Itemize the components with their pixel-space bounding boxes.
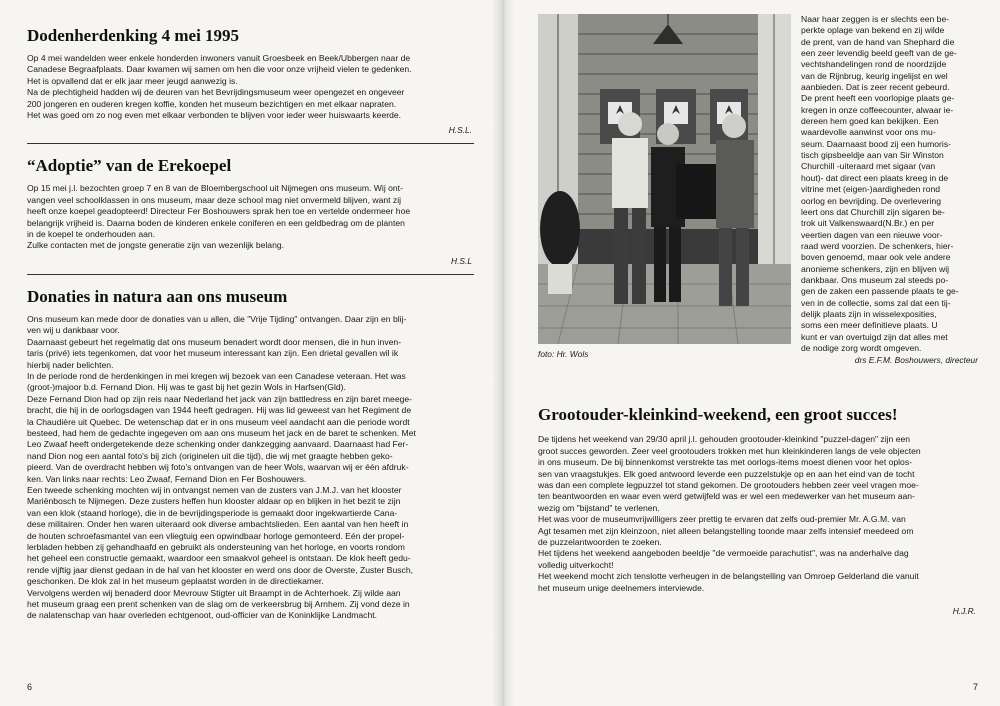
signature-hsl-2: H.S.L: [451, 255, 472, 266]
donation-photo-illustration: [538, 14, 791, 344]
page-number-right: 7: [972, 682, 978, 692]
section-divider: [27, 274, 474, 275]
section-body-dodenherdenking: Op 4 mei wandelden weer enkele honderden inwoners vanuit Groesbeek en Beek/Ubbergen naar de Canadese Begraafplaats. Daar kwamen wij samen om hen die voor onze vrijheid vielen te gedenken. Het is opvallend dat er elk jaar meer jeugd aanwezig is. Na de plechtigheid hadden wij de deuren van het Bevrijdingsmuseum weer opengezet en ongeveer 200 jongeren en ouderen kregen koffie, konden het museum bezichtigen en met elkaar napraten. Het was goed om zo nog even met elkaar verbonden te blijven voor ieder weer huiswaarts keerde.: [27, 53, 412, 121]
section-title-adoptie: “Adoptie” van de Erekoepel: [27, 156, 232, 176]
section-title-donaties: Donaties in natura aan ons museum: [27, 286, 288, 306]
section-divider: [27, 143, 474, 144]
photo-caption: foto: Hr. Wols: [538, 349, 589, 359]
section-body-grootouder: De tijdens het weekend van 29/30 april j.l. gehouden grootouder-kleinkind "puzzel-dagen" zijn een groot succes geworden. Zeer veel grootouders trokken met hun kleinkinderen langs de vele objecten in ons museum. De bij binnenkomst verstrekte tas met oorlogs-items moest dienen voor het oplos- sen van vraagstukjes. Elk goed antwoord leverde een puzzelstukje op en aan het eind van de tocht was dan een complete legpuzzel tot stand gekomen. De grootouders hebben zeer veel vragen moe- ten beantwoorden en waar even werd getwijfeld was er wel een medewerker van het museum aan- wezig om "bijstand" te verlenen. Het was voor de museumvrijwilligers zeer prettig te ervaren dat zelfs oud-premier Mr. A.G.M. van Agt tesamen met zijn kleinzoon, niet alleen belangstelling toonde maar zelfs intensief meedeed om de puzzelantwoorden te zoeken. Het tijdens het weekend aangeboden beeldje "de vermoeide parachutist", was na anderhalve dag volledig uitverkocht! Het weekend mocht zich tenslotte verheugen in de belangstelling van Omroep Gelderland die vanuit het museum unige deelnemers interviewde.: [538, 434, 921, 593]
page-number-left: 6: [27, 682, 33, 692]
signature-hsl-1: H.S.L.: [448, 125, 472, 136]
book-gutter: [492, 0, 514, 706]
section-title-dodenherdenking: Dodenherdenking 4 mei 1995: [27, 26, 240, 45]
right-page: [500, 0, 1000, 706]
signature-hjr: H.J.R.: [952, 606, 976, 616]
section-title-grootouder: Grootouder-kleinkind-weekend, een groot succes!: [538, 405, 898, 425]
section-body-adoptie: Op 15 mei j.l. bezochten groep 7 en 8 van de Bloembergschool uit Nijmegen ons museum. Wij ont- vangen veel schoolklassen in ons museum, maar deze school mag niet onvermeld blijven, want zij heeft onze koepel geadopteerd! Directeur Fer Boshouwers sprak hen toe en vertelde ondermeer hoe belangrijk vrijheid is. Daarna boden de kinderen enkele coniferen en een geldbedrag om de planten in de koepel te onderhouden aan. Zulke contacten met de jongste generatie zijn van wezenlijk belang.: [27, 183, 411, 251]
donation-continued-column: Naar haar zeggen is er slechts een be- perkte oplage van bekend en zij wilde de prent, van de hand van Shephard die een zeer levendig beeld geeft van de ge- vechtshandelingen rond de noordzijde van de Rijnbrug, keurig ingelijst en wel aanbieden. Dat is zeer recent gebeurd. De prent heeft een voorlopige plaats ge- kregen in onze coffeecounter, alwaar ie- dereen hem goed kan bekijken. Een waardevolle aanwinst voor ons mu- seum. Daarnaast bood zij een humoris- tisch gipsbeeldje aan van Sir Winston Churchill -uiteraard met sigaar (van hout)- dat direct een plaats kreeg in de vitrine met (eigen-)aardigheden rond oorlog en bevrijding. De overlevering leert ons dat Churchill zijn sigaren be- trok uit Valkenswaard(N.Br.) en per veertien dagen van een nieuwe voor- raad werd voorzien. De schenkers, hier- boven genoemd, maar ook vele andere anonieme schenkers, zijn en blijven wij dankbaar. Ons museum zal steeds po- gen de zaken een passende plaats te ge- ven in de collectie, soms zal dat een tij- delijk plaats zijn in wisselexposities, soms een meer definitieve plaats. U kunt er van overtuigd zijn dat alles met de nodige zorg wordt omgeven.: [801, 14, 959, 353]
section-body-donaties: Ons museum kan mede door de donaties van u allen, die "Vrije Tijding" ontvangen. Daar zijn en blij- ven wij u dankbaar voor. Daarnaast gebeurt het regelmatig dat ons museum benadert wordt door mensen, die in hun inven- taris (privé) iets tegenkomen, dat voor het museum interessant kan zijn. Een drietal gevallen wil ik hierbij nader belichten. In de periode rond de herdenkingen in mei kregen wij bezoek van een Canadese veteraan. Het was (groot-)majoor b.d. Fernand Dion. Hij was te gast bij het gezin Wols in Harfsen(Gld). Deze Fernand Dion had op zijn reis naar Nederland het jack van zijn battledress en zijn baret meege- bracht, die hij in de oorlogsdagen van 1944 heeft gedragen. Hij was lid geweest van het Regiment de la Chaudière uit Quebec. De wetenschap dat er in ons museum veel aandacht aan die periode wordt besteed, had hem de gedachte ingegeven om aan ons museum het jack en de baret te schenken. Met Leo Zwaaf heeft ondergetekende deze schenking onder dankzegging aanvaard. Daarnaast had Fer- nand Dion nog een aantal foto's bij zich (originelen uit die tijd), die wij met graagte hebben geko- pieerd. Van de overdracht hebben wij foto's ontvangen van de heer Wols, waarvan wij er één afdruk- ken. Van links naar rechts: Leo Zwaaf, Fernand Dion en Fer Boshouwers. Een tweede schenking mochten wij in ontvangst nemen van de zusters van J.M.J. van het klooster Mariënbosch te Nijmegen. Deze zusters heffen hun klooster aldaar op en blijken in het bezit te zijn van een klok (staand horloge), die in de bevrijdingsperiode is gemaakt door ingekwartierde Cana- dese militairen. Onder hen waren uiteraard ook diverse ambachtslieden. Een aantal van hen heeft in de houten schroefasmantel van een vliegtuig een opwindbaar horloge gemonteerd. Eén der propel- lerbladen hebben zij gehandhaafd en gebruikt als ondersteuning van het horloge, en voorts rondom het geheel een constructie gemaakt, waardoor een smaakvol geheel is ontstaan. De klok heeft gedu- rende vijftig jaar dienst gedaan in de hal van het klooster en werd ons door de Overste, Zuster Busch, geschonken. De klok zal in het museum geplaatst worden in de directiekamer. Vervolgens werden wij benaderd door Mevrouw Stigter uit Braampt in de Achterhoek. Zij wilde aan het museum graag een prent schenken van de slag om de verkeersbrug bij Arnhem. Zij vond deze in de nalatenschap van haar overleden echtgenoot, oud-officier van de Koninklijke Landmacht.: [27, 313, 416, 621]
donation-photo: [538, 14, 791, 344]
director-signature: drs E.F.M. Boshouwers, directeur: [854, 355, 978, 366]
